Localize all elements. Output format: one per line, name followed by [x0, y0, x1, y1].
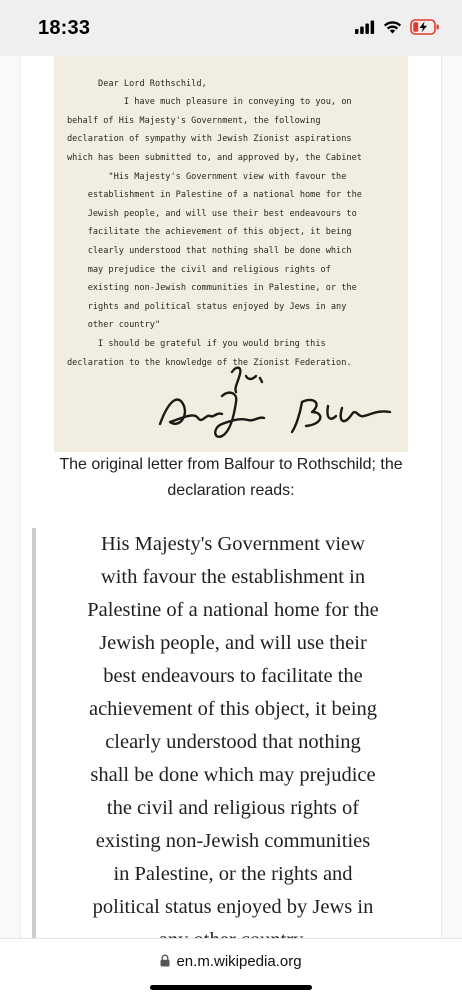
url-text: en.m.wikipedia.org — [176, 953, 302, 970]
browser-address-bar[interactable] — [0, 938, 462, 999]
status-bar — [0, 0, 462, 56]
battery-charging-icon — [410, 19, 440, 40]
quote-line: Jewish people, and will use their — [99, 632, 367, 654]
letter-line: clearly understood that nothing shall be done which — [67, 245, 352, 256]
letter-line: other country" — [67, 320, 161, 331]
url-display[interactable] — [0, 953, 462, 971]
wifi-icon — [383, 20, 402, 39]
letter-line: rights and political status enjoyed by Jews in any — [67, 301, 347, 312]
status-time: 18:33 — [38, 17, 91, 39]
balfour-letter-image[interactable] — [54, 56, 408, 452]
quote-line: existing non-Jewish communities — [95, 830, 371, 852]
blockquote-border — [32, 528, 36, 948]
letter-line: facilitate the achievement of this object, it being — [67, 227, 352, 238]
letter-line: which has been submitted to, and approved by, the Cabinet — [67, 152, 362, 163]
balfour-signature-icon — [152, 362, 412, 444]
home-indicator[interactable] — [150, 985, 312, 990]
letter-line: Dear Lord Rothschild, — [98, 78, 207, 89]
letter-line: declaration of sympathy with Jewish Zionist aspirations — [67, 134, 352, 145]
cellular-signal-icon — [355, 20, 375, 39]
letter-line: behalf of His Majesty's Government, the following — [67, 115, 321, 126]
quote-line: political status enjoyed by Jews in — [92, 896, 374, 918]
quote-line: Palestine of a national home for the — [87, 599, 379, 621]
letter-line: may prejudice the civil and religious rights of — [67, 264, 331, 275]
quote-line: achievement of this object, it being — [88, 698, 378, 720]
letter-line: establishment in Palestine of a national home for the — [67, 190, 362, 201]
letter-line: declaration to the knowledge of the Zionist Federation. — [67, 357, 352, 368]
letter-text — [67, 56, 407, 391]
lock-icon — [160, 954, 170, 971]
status-icons — [355, 19, 440, 39]
letter-line: I should be grateful if you would bring this — [67, 338, 326, 349]
quote-line: clearly understood that nothing — [105, 731, 361, 753]
declaration-blockquote — [48, 528, 418, 957]
letter-line: existing non-Jewish communities in Palestine, or the — [67, 283, 357, 294]
letter-line: I have much pleasure in conveying to you, on — [67, 97, 352, 108]
article-page[interactable] — [0, 56, 462, 938]
quote-line: with favour the establishment in — [100, 566, 366, 588]
letter-line: Jewish people, and will use their best endeavours to — [67, 208, 357, 219]
quote-line: His Majesty's Government view — [101, 533, 365, 555]
quote-line: the civil and religious rights of — [106, 797, 360, 819]
quote-line: shall be done which may prejudice — [90, 764, 376, 786]
letter-line: "His Majesty's Government view with favour the — [67, 171, 347, 182]
image-caption: The original letter from Balfour to Rothschild; the declaration reads: — [59, 456, 403, 499]
quote-line: in Palestine, or the rights and — [113, 863, 353, 885]
quote-line: best endeavours to facilitate the — [103, 665, 363, 687]
